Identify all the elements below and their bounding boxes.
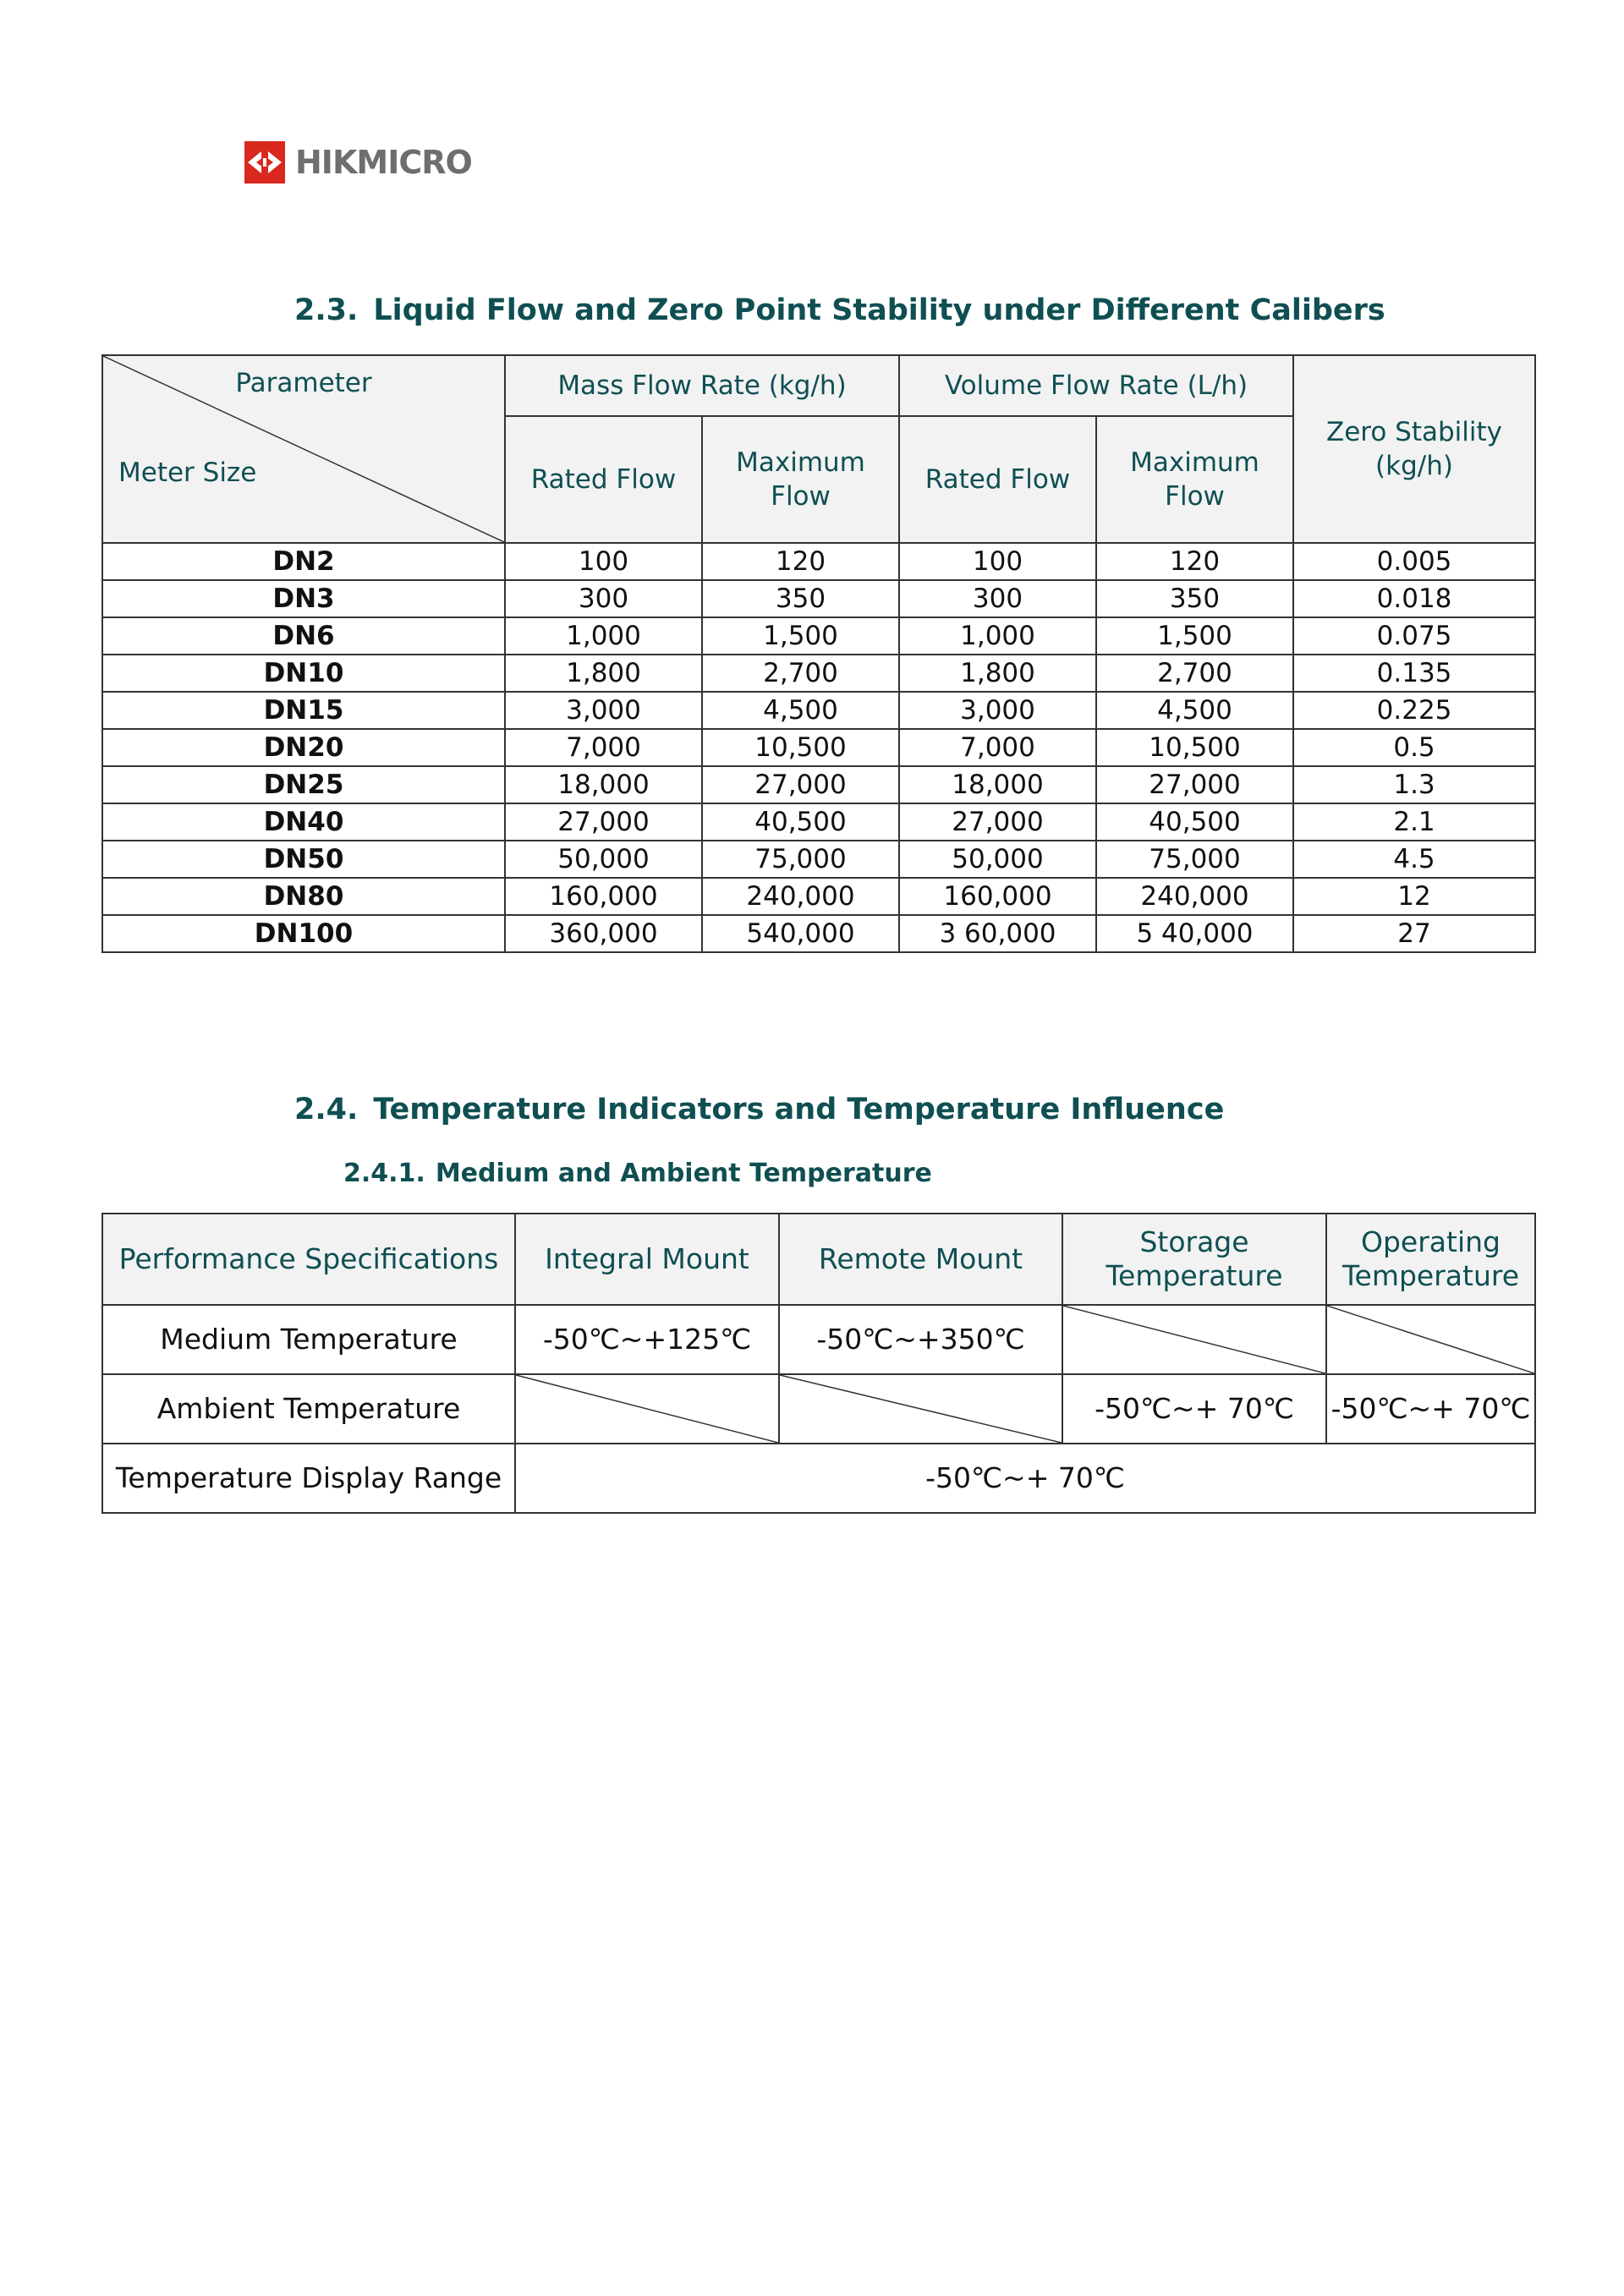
mass-max-cell: 40,500 [702, 803, 899, 841]
table-row [102, 617, 1535, 655]
meter-size-cell: DN2 [102, 543, 505, 580]
section-heading-temperature [294, 1093, 1224, 1126]
header-remote-mount: Remote Mount [779, 1214, 1062, 1305]
volume-max-cell: 40,500 [1096, 803, 1293, 841]
volume-max-cell: 350 [1096, 580, 1293, 617]
section-heading-flow [294, 293, 1385, 327]
zero-stability-cell: 0.005 [1293, 543, 1535, 580]
header-integral-mount: Integral Mount [515, 1214, 779, 1305]
volume-rated-cell: 300 [899, 580, 1096, 617]
volume-max-cell: 10,500 [1096, 729, 1293, 766]
meter-size-cell: DN50 [102, 841, 505, 878]
volume-rated-cell: 100 [899, 543, 1096, 580]
volume-max-cell: 120 [1096, 543, 1293, 580]
volume-max-cell: 75,000 [1096, 841, 1293, 878]
table-row [102, 692, 1535, 729]
hikmicro-logo-icon [244, 141, 285, 184]
volume-rated-cell: 27,000 [899, 803, 1096, 841]
meter-size-cell: DN10 [102, 655, 505, 692]
table-row [102, 803, 1535, 841]
section-title: Temperature Indicators and Temperature Influence [373, 1093, 1225, 1126]
subsection-heading-temperature [343, 1159, 932, 1188]
volume-max-cell: 2,700 [1096, 655, 1293, 692]
row-label-medium: Medium Temperature [102, 1305, 515, 1374]
mass-rated-cell: 300 [505, 580, 702, 617]
mass-rated-cell: 18,000 [505, 766, 702, 803]
volume-rated-cell: 1,800 [899, 655, 1096, 692]
mass-rated-cell: 1,000 [505, 617, 702, 655]
volume-rated-cell: 3,000 [899, 692, 1096, 729]
mass-max-flow-header: Maximum Flow [702, 416, 899, 543]
zero-stability-cell: 0.018 [1293, 580, 1535, 617]
section-title: Liquid Flow and Zero Point Stability under Different Calibers [373, 293, 1385, 327]
meter-size-cell: DN3 [102, 580, 505, 617]
zero-stability-cell: 1.3 [1293, 766, 1535, 803]
table-row [102, 543, 1535, 580]
diagonal-divider [780, 1375, 1062, 1443]
mass-rated-cell: 3,000 [505, 692, 702, 729]
empty-cell [779, 1374, 1062, 1444]
table-row [102, 729, 1535, 766]
table-row [102, 1305, 1535, 1374]
flow-table-body [102, 543, 1535, 952]
temperature-table [102, 1213, 1536, 1514]
zero-stability-header: Zero Stability (kg/h) [1293, 355, 1535, 543]
volume-rated-cell: 50,000 [899, 841, 1096, 878]
mass-max-cell: 27,000 [702, 766, 899, 803]
ambient-storage-value: -50℃~+ 70℃ [1062, 1374, 1326, 1444]
volume-max-cell: 240,000 [1096, 878, 1293, 915]
mass-max-cell: 10,500 [702, 729, 899, 766]
ambient-operating-value: -50℃~+ 70℃ [1326, 1374, 1535, 1444]
empty-cell [1326, 1305, 1535, 1374]
table-row [102, 878, 1535, 915]
mass-rated-cell: 160,000 [505, 878, 702, 915]
mass-max-cell: 540,000 [702, 915, 899, 952]
diagonal-divider [1063, 1306, 1325, 1373]
subsection-title: Medium and Ambient Temperature [435, 1159, 932, 1188]
mass-rated-cell: 27,000 [505, 803, 702, 841]
subsection-number: 2.4.1. [343, 1159, 425, 1188]
empty-cell [515, 1374, 779, 1444]
volume-max-cell: 5 40,000 [1096, 915, 1293, 952]
volume-max-cell: 4,500 [1096, 692, 1293, 729]
meter-size-cell: DN80 [102, 878, 505, 915]
medium-integral-value: -50℃~+125℃ [515, 1305, 779, 1374]
zero-stability-cell: 0.075 [1293, 617, 1535, 655]
table-row [102, 1444, 1535, 1513]
zero-stability-cell: 2.1 [1293, 803, 1535, 841]
mass-flow-header: Mass Flow Rate (kg/h) [505, 355, 899, 416]
mass-rated-flow-header: Rated Flow [505, 416, 702, 543]
meter-size-cell: DN25 [102, 766, 505, 803]
mass-max-cell: 1,500 [702, 617, 899, 655]
header-performance-specifications: Performance Specifications [102, 1214, 515, 1305]
mass-rated-cell: 7,000 [505, 729, 702, 766]
meter-size-cell: DN6 [102, 617, 505, 655]
volume-rated-cell: 3 60,000 [899, 915, 1096, 952]
row-label-display-range: Temperature Display Range [102, 1444, 515, 1513]
table-row [102, 580, 1535, 617]
meter-size-cell: DN40 [102, 803, 505, 841]
meter-size-cell: DN20 [102, 729, 505, 766]
volume-rated-cell: 7,000 [899, 729, 1096, 766]
flow-table [102, 354, 1536, 953]
table-row [102, 841, 1535, 878]
mass-rated-cell: 100 [505, 543, 702, 580]
diagonal-divider [516, 1375, 778, 1443]
mass-max-cell: 4,500 [702, 692, 899, 729]
section-number: 2.4. [294, 1093, 359, 1126]
mass-max-cell: 75,000 [702, 841, 899, 878]
zero-stability-cell: 0.225 [1293, 692, 1535, 729]
table-row [102, 766, 1535, 803]
zero-stability-cell: 12 [1293, 878, 1535, 915]
table-row [102, 655, 1535, 692]
mass-rated-cell: 50,000 [505, 841, 702, 878]
mass-rated-cell: 1,800 [505, 655, 702, 692]
zero-stability-cell: 0.5 [1293, 729, 1535, 766]
header-operating-temperature: Operating Temperature [1326, 1214, 1535, 1305]
volume-rated-cell: 160,000 [899, 878, 1096, 915]
medium-remote-value: -50℃~+350℃ [779, 1305, 1062, 1374]
volume-max-cell: 1,500 [1096, 617, 1293, 655]
volume-flow-header: Volume Flow Rate (L/h) [899, 355, 1293, 416]
volume-rated-cell: 1,000 [899, 617, 1096, 655]
table-row [102, 915, 1535, 952]
mass-max-cell: 240,000 [702, 878, 899, 915]
mass-max-cell: 2,700 [702, 655, 899, 692]
zero-stability-cell: 27 [1293, 915, 1535, 952]
brand-logo [244, 140, 472, 185]
volume-max-flow-header: Maximum Flow [1096, 416, 1293, 543]
display-range-value: -50℃~+ 70℃ [515, 1444, 1535, 1513]
empty-cell [1062, 1305, 1326, 1374]
zero-stability-cell: 4.5 [1293, 841, 1535, 878]
mass-rated-cell: 360,000 [505, 915, 702, 952]
corner-meter-size-label: Meter Size [118, 458, 257, 488]
volume-rated-flow-header: Rated Flow [899, 416, 1096, 543]
section-number: 2.3. [294, 293, 359, 327]
header-storage-temperature: Storage Temperature [1062, 1214, 1326, 1305]
zero-stability-cell: 0.135 [1293, 655, 1535, 692]
corner-header [102, 355, 505, 543]
diagonal-divider [1327, 1306, 1534, 1373]
table-row [102, 1374, 1535, 1444]
row-label-ambient: Ambient Temperature [102, 1374, 515, 1444]
volume-max-cell: 27,000 [1096, 766, 1293, 803]
mass-max-cell: 350 [702, 580, 899, 617]
corner-parameter-label: Parameter [235, 368, 372, 398]
brand-name: HIKMICRO [295, 144, 472, 181]
meter-size-cell: DN100 [102, 915, 505, 952]
mass-max-cell: 120 [702, 543, 899, 580]
meter-size-cell: DN15 [102, 692, 505, 729]
volume-rated-cell: 18,000 [899, 766, 1096, 803]
